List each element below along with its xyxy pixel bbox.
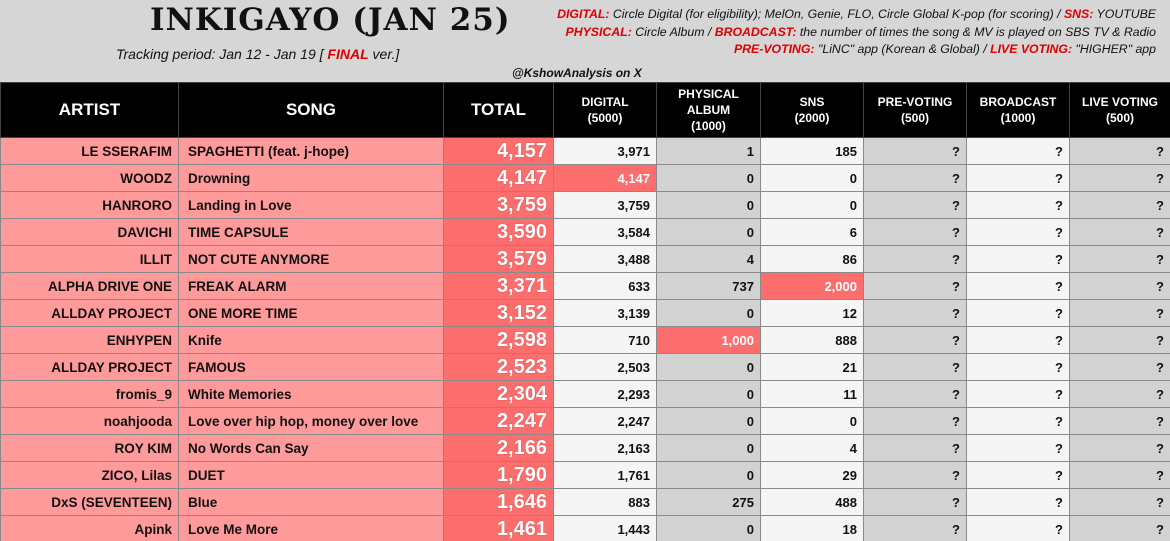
cell-prevoting: ? bbox=[864, 381, 967, 408]
cell-livevoting: ? bbox=[1070, 192, 1170, 219]
legend-value: "HIGHER" app bbox=[1075, 42, 1156, 57]
cell-total: 3,590 bbox=[444, 219, 554, 246]
table-row bbox=[1, 327, 1170, 354]
cell-total: 2,304 bbox=[444, 381, 554, 408]
cell-broadcast: ? bbox=[967, 462, 1070, 489]
cell-physical: 0 bbox=[657, 408, 761, 435]
cell-prevoting: ? bbox=[864, 138, 967, 165]
table-row bbox=[1, 273, 1170, 300]
col-header-line: (500) bbox=[1105, 111, 1134, 125]
legend-key: LIVE VOTING: bbox=[990, 42, 1073, 57]
legend-key: SNS: bbox=[1063, 7, 1094, 21]
cell-total: 1,790 bbox=[444, 462, 554, 489]
cell-broadcast: ? bbox=[967, 516, 1070, 541]
tracking-prefix: Tracking period: Jan 12 - Jan 19 [ bbox=[116, 46, 324, 62]
cell-total: 3,579 bbox=[444, 246, 554, 273]
cell-digital: 633 bbox=[554, 273, 657, 300]
cell-total: 3,759 bbox=[444, 192, 554, 219]
cell-prevoting: ? bbox=[864, 354, 967, 381]
cell-physical: 0 bbox=[657, 165, 761, 192]
table-row bbox=[1, 192, 1170, 219]
col-header-line: (1000) bbox=[1000, 111, 1036, 125]
cell-song: White Memories bbox=[179, 381, 444, 408]
col-header-line: SNS bbox=[799, 95, 825, 109]
cell-physical: 0 bbox=[657, 516, 761, 541]
cell-livevoting: ? bbox=[1070, 219, 1170, 246]
cell-sns: 11 bbox=[761, 381, 864, 408]
cell-sns: 888 bbox=[761, 327, 864, 354]
cell-sns: 86 bbox=[761, 246, 864, 273]
page-title: INKIGAYO (JAN 25) bbox=[150, 2, 511, 38]
cell-song: FAMOUS bbox=[179, 354, 444, 381]
cell-livevoting: ? bbox=[1070, 300, 1170, 327]
cell-digital: 2,503 bbox=[554, 354, 657, 381]
cell-physical: 1,000 bbox=[657, 327, 761, 354]
col-header-physical bbox=[657, 83, 761, 138]
cell-broadcast: ? bbox=[967, 192, 1070, 219]
table-row bbox=[1, 462, 1170, 489]
cell-digital: 883 bbox=[554, 489, 657, 516]
cell-livevoting: ? bbox=[1070, 165, 1170, 192]
cell-physical: 737 bbox=[657, 273, 761, 300]
cell-broadcast: ? bbox=[967, 327, 1070, 354]
cell-livevoting: ? bbox=[1070, 462, 1170, 489]
cell-prevoting: ? bbox=[864, 435, 967, 462]
cell-livevoting: ? bbox=[1070, 246, 1170, 273]
table-row bbox=[1, 435, 1170, 462]
cell-prevoting: ? bbox=[864, 300, 967, 327]
cell-artist: DAVICHI bbox=[1, 219, 179, 246]
cell-digital: 3,759 bbox=[554, 192, 657, 219]
cell-sns: 0 bbox=[761, 192, 864, 219]
table-row bbox=[1, 408, 1170, 435]
cell-digital: 3,139 bbox=[554, 300, 657, 327]
cell-livevoting: ? bbox=[1070, 354, 1170, 381]
cell-digital: 3,584 bbox=[554, 219, 657, 246]
cell-digital: 2,293 bbox=[554, 381, 657, 408]
table-body bbox=[1, 138, 1170, 541]
cell-song: NOT CUTE ANYMORE bbox=[179, 246, 444, 273]
cell-song: FREAK ALARM bbox=[179, 273, 444, 300]
cell-artist: LE SSERAFIM bbox=[1, 138, 179, 165]
cell-physical: 1 bbox=[657, 138, 761, 165]
col-header-line: (500) bbox=[900, 111, 929, 125]
cell-song: Love Me More bbox=[179, 516, 444, 541]
cell-livevoting: ? bbox=[1070, 273, 1170, 300]
cell-song: Drowning bbox=[179, 165, 444, 192]
cell-physical: 0 bbox=[657, 435, 761, 462]
cell-broadcast: ? bbox=[967, 165, 1070, 192]
cell-total: 4,147 bbox=[444, 165, 554, 192]
cell-sns: 0 bbox=[761, 408, 864, 435]
cell-total: 1,646 bbox=[444, 489, 554, 516]
cell-total: 2,598 bbox=[444, 327, 554, 354]
col-header-line: (1000) bbox=[691, 119, 726, 133]
cell-song: Knife bbox=[179, 327, 444, 354]
legend-key: DIGITAL: bbox=[557, 7, 610, 21]
tracking-final: FINAL bbox=[327, 46, 369, 62]
col-header-line: BROADCAST bbox=[979, 95, 1057, 109]
scoring-legend bbox=[557, 6, 1156, 59]
legend-value: the number of times the song & MV is played on SBS TV & Radio bbox=[799, 24, 1156, 39]
cell-prevoting: ? bbox=[864, 273, 967, 300]
tracking-period bbox=[116, 46, 399, 62]
legend-line-3 bbox=[557, 41, 1156, 59]
header bbox=[0, 0, 1170, 82]
cell-digital: 2,247 bbox=[554, 408, 657, 435]
cell-prevoting: ? bbox=[864, 246, 967, 273]
legend-value: Circle Album / bbox=[635, 24, 712, 39]
col-header-prevoting bbox=[864, 83, 967, 138]
cell-artist: ENHYPEN bbox=[1, 327, 179, 354]
cell-physical: 0 bbox=[657, 192, 761, 219]
cell-prevoting: ? bbox=[864, 192, 967, 219]
cell-livevoting: ? bbox=[1070, 435, 1170, 462]
table-row bbox=[1, 165, 1170, 192]
col-header-line: ALBUM bbox=[686, 103, 731, 117]
legend-key: PHYSICAL: bbox=[565, 24, 632, 39]
cell-total: 2,247 bbox=[444, 408, 554, 435]
cell-physical: 4 bbox=[657, 246, 761, 273]
cell-sns: 2,000 bbox=[761, 273, 864, 300]
cell-total: 1,461 bbox=[444, 516, 554, 541]
cell-total: 3,371 bbox=[444, 273, 554, 300]
cell-physical: 0 bbox=[657, 462, 761, 489]
cell-artist: fromis_9 bbox=[1, 381, 179, 408]
cell-broadcast: ? bbox=[967, 435, 1070, 462]
col-header-artist: ARTIST bbox=[1, 83, 179, 138]
cell-digital: 4,147 bbox=[554, 165, 657, 192]
col-header-digital bbox=[554, 83, 657, 138]
cell-artist: ALLDAY PROJECT bbox=[1, 354, 179, 381]
cell-artist: HANRORO bbox=[1, 192, 179, 219]
col-header-line: PRE-VOTING bbox=[877, 95, 953, 109]
cell-prevoting: ? bbox=[864, 462, 967, 489]
cell-total: 4,157 bbox=[444, 138, 554, 165]
cell-physical: 0 bbox=[657, 300, 761, 327]
cell-livevoting: ? bbox=[1070, 138, 1170, 165]
cell-song: No Words Can Say bbox=[179, 435, 444, 462]
table-header-row bbox=[1, 83, 1170, 138]
table-row bbox=[1, 138, 1170, 165]
col-header-livevoting bbox=[1070, 83, 1170, 138]
col-header-total: TOTAL bbox=[444, 83, 554, 138]
legend-line-1 bbox=[557, 6, 1156, 24]
cell-digital: 710 bbox=[554, 327, 657, 354]
cell-song: SPAGHETTI (feat. j-hope) bbox=[179, 138, 444, 165]
col-header-line: DIGITAL bbox=[581, 95, 629, 109]
cell-artist: ALPHA DRIVE ONE bbox=[1, 273, 179, 300]
col-header-broadcast bbox=[967, 83, 1070, 138]
cell-livevoting: ? bbox=[1070, 381, 1170, 408]
cell-song: Blue bbox=[179, 489, 444, 516]
cell-sns: 0 bbox=[761, 165, 864, 192]
cell-artist: ROY KIM bbox=[1, 435, 179, 462]
cell-prevoting: ? bbox=[864, 165, 967, 192]
table-row bbox=[1, 489, 1170, 516]
cell-song: TIME CAPSULE bbox=[179, 219, 444, 246]
cell-artist: ILLIT bbox=[1, 246, 179, 273]
legend-value: Circle Digital (for eligibility); MelOn, Genie, FLO, Circle Global K-pop (for scoring) / bbox=[612, 7, 1061, 21]
cell-total: 2,523 bbox=[444, 354, 554, 381]
cell-broadcast: ? bbox=[967, 219, 1070, 246]
cell-broadcast: ? bbox=[967, 273, 1070, 300]
table-row bbox=[1, 381, 1170, 408]
cell-sns: 4 bbox=[761, 435, 864, 462]
cell-prevoting: ? bbox=[864, 408, 967, 435]
cell-digital: 3,971 bbox=[554, 138, 657, 165]
tracking-suffix: ver.] bbox=[372, 46, 400, 62]
cell-sns: 6 bbox=[761, 219, 864, 246]
cell-physical: 0 bbox=[657, 354, 761, 381]
cell-artist: WOODZ bbox=[1, 165, 179, 192]
cell-physical: 0 bbox=[657, 219, 761, 246]
cell-sns: 488 bbox=[761, 489, 864, 516]
cell-physical: 0 bbox=[657, 381, 761, 408]
cell-livevoting: ? bbox=[1070, 327, 1170, 354]
cell-prevoting: ? bbox=[864, 219, 967, 246]
table-row bbox=[1, 219, 1170, 246]
cell-song: Landing in Love bbox=[179, 192, 444, 219]
cell-sns: 18 bbox=[761, 516, 864, 541]
cell-broadcast: ? bbox=[967, 408, 1070, 435]
cell-digital: 3,488 bbox=[554, 246, 657, 273]
cell-broadcast: ? bbox=[967, 246, 1070, 273]
cell-digital: 1,761 bbox=[554, 462, 657, 489]
cell-total: 3,152 bbox=[444, 300, 554, 327]
cell-sns: 185 bbox=[761, 138, 864, 165]
col-header-line: LIVE VOTING bbox=[1081, 95, 1158, 109]
cell-sns: 29 bbox=[761, 462, 864, 489]
cell-livevoting: ? bbox=[1070, 516, 1170, 541]
legend-value: "LiNC" app (Korean & Global) / bbox=[818, 42, 987, 57]
cell-artist: Apink bbox=[1, 516, 179, 541]
cell-broadcast: ? bbox=[967, 381, 1070, 408]
table-row bbox=[1, 246, 1170, 273]
legend-line-2 bbox=[557, 24, 1156, 42]
table-row bbox=[1, 300, 1170, 327]
cell-physical: 275 bbox=[657, 489, 761, 516]
col-header-line: (5000) bbox=[587, 111, 623, 125]
author-handle: @KshowAnalysis on X bbox=[512, 66, 642, 80]
legend-key: BROADCAST: bbox=[714, 24, 797, 39]
col-header-line: (2000) bbox=[794, 111, 830, 125]
cell-total: 2,166 bbox=[444, 435, 554, 462]
cell-digital: 2,163 bbox=[554, 435, 657, 462]
col-header-sns bbox=[761, 83, 864, 138]
cell-broadcast: ? bbox=[967, 354, 1070, 381]
cell-song: ONE MORE TIME bbox=[179, 300, 444, 327]
cell-livevoting: ? bbox=[1070, 408, 1170, 435]
chart-table bbox=[0, 82, 1170, 541]
legend-key: PRE-VOTING: bbox=[733, 42, 815, 57]
cell-sns: 12 bbox=[761, 300, 864, 327]
cell-broadcast: ? bbox=[967, 489, 1070, 516]
cell-song: Love over hip hop, money over love bbox=[179, 408, 444, 435]
cell-artist: noahjooda bbox=[1, 408, 179, 435]
cell-broadcast: ? bbox=[967, 138, 1070, 165]
cell-prevoting: ? bbox=[864, 489, 967, 516]
cell-prevoting: ? bbox=[864, 516, 967, 541]
cell-artist: ZICO, Lilas bbox=[1, 462, 179, 489]
cell-digital: 1,443 bbox=[554, 516, 657, 541]
cell-livevoting: ? bbox=[1070, 489, 1170, 516]
cell-broadcast: ? bbox=[967, 300, 1070, 327]
col-header-line: PHYSICAL bbox=[678, 87, 739, 101]
cell-prevoting: ? bbox=[864, 327, 967, 354]
cell-song: DUET bbox=[179, 462, 444, 489]
col-header-song: SONG bbox=[179, 83, 444, 138]
cell-sns: 21 bbox=[761, 354, 864, 381]
cell-artist: ALLDAY PROJECT bbox=[1, 300, 179, 327]
table-row bbox=[1, 354, 1170, 381]
legend-value: YOUTUBE bbox=[1096, 7, 1156, 21]
cell-artist: DxS (SEVENTEEN) bbox=[1, 489, 179, 516]
table-row bbox=[1, 516, 1170, 541]
